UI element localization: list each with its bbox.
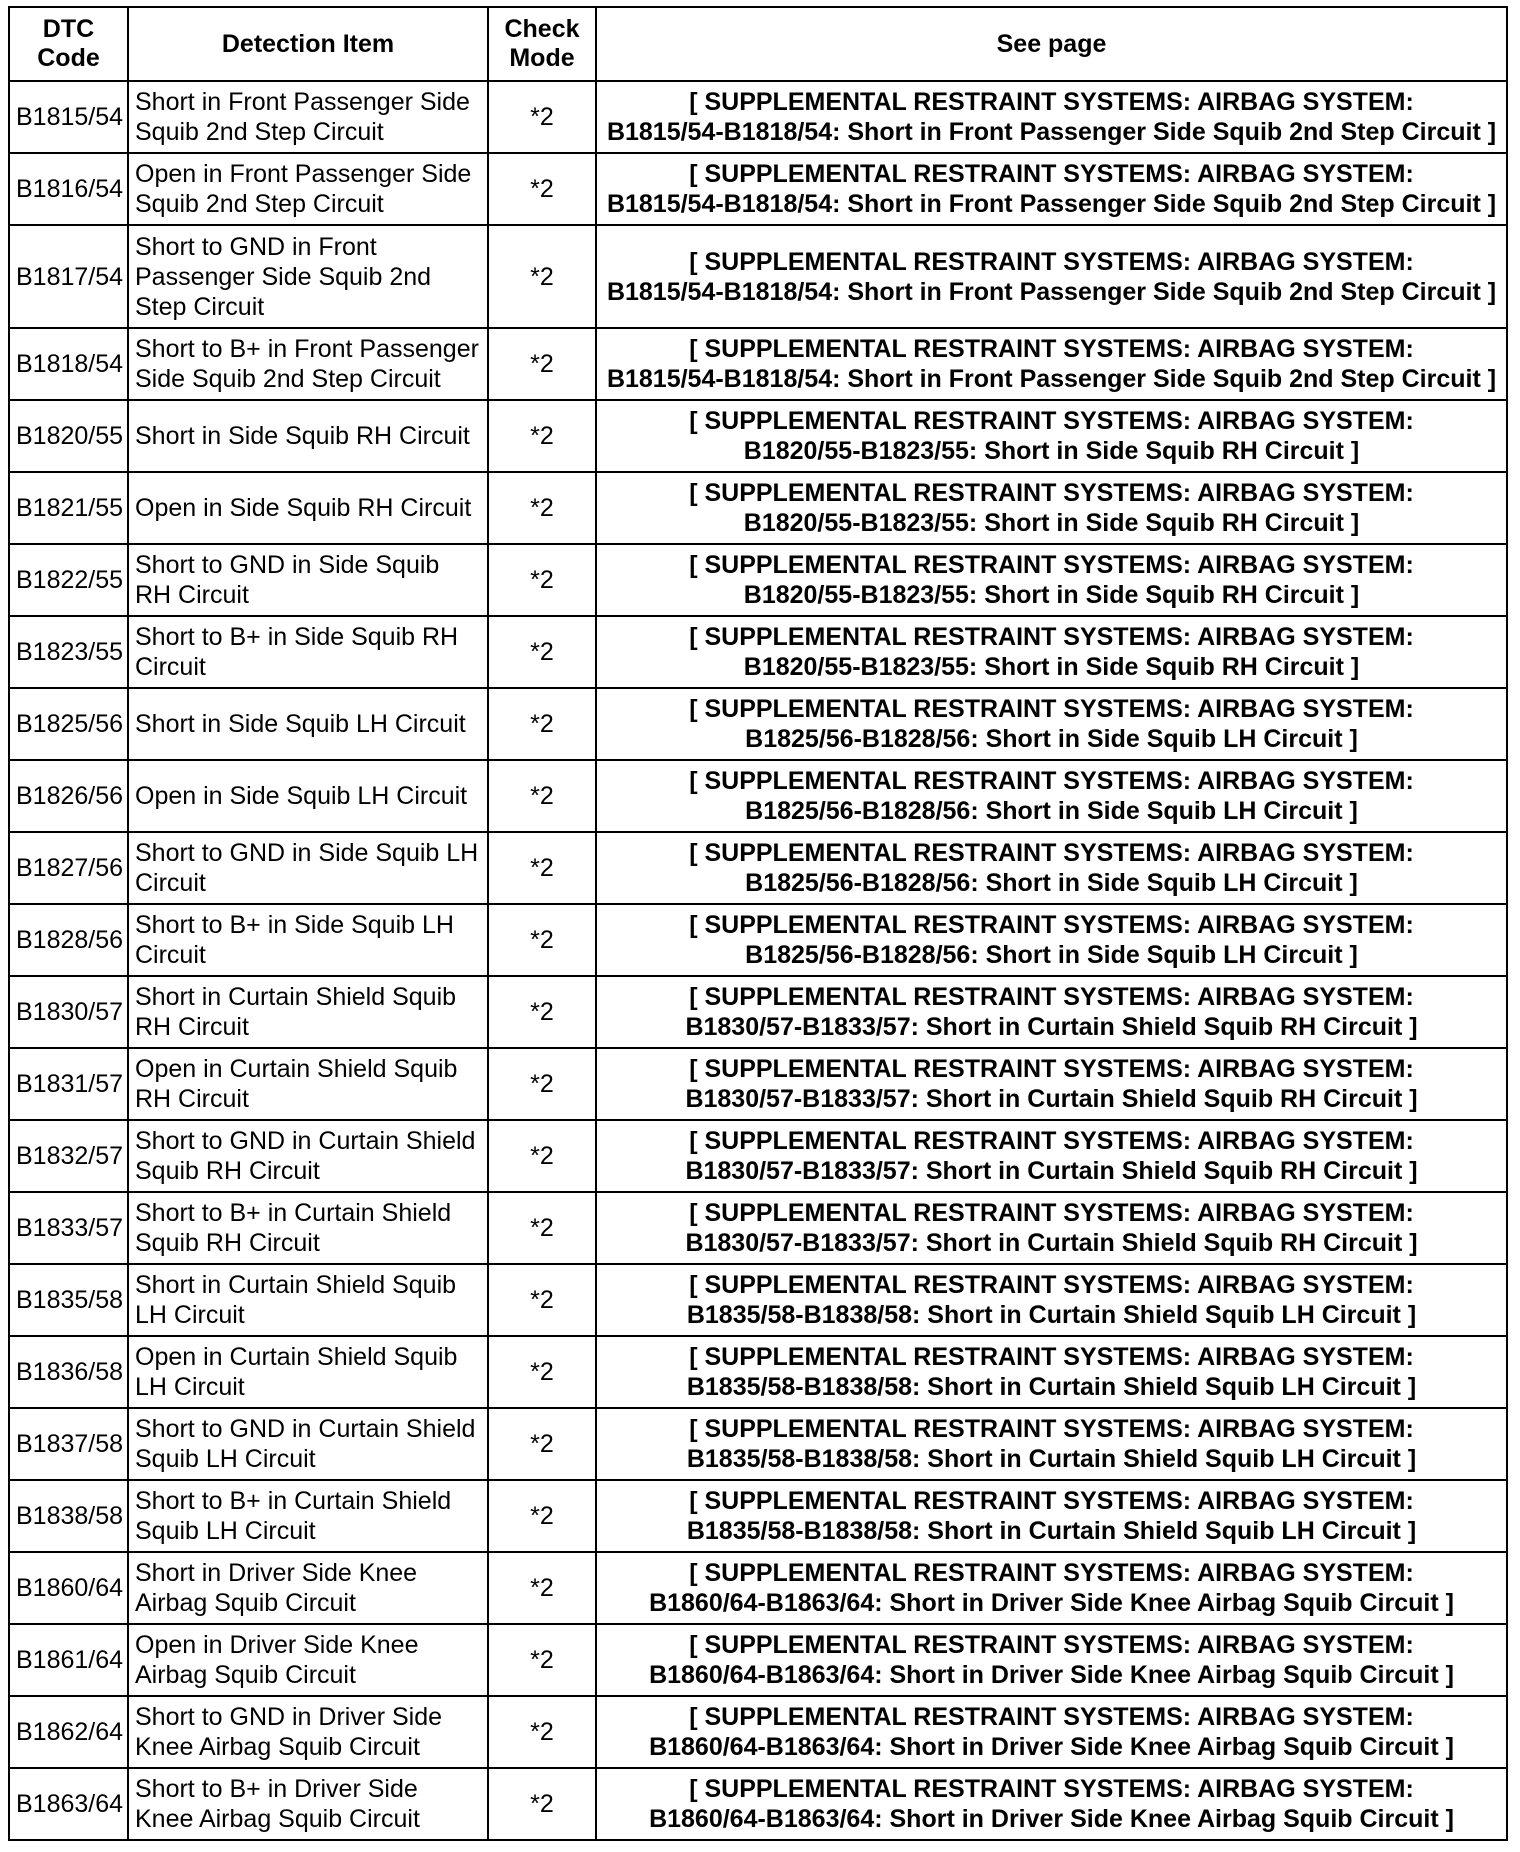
dtc-code: B1832/57 xyxy=(16,1142,124,1170)
header-check-mode: Check Mode xyxy=(488,7,596,81)
check-mode-cell xyxy=(488,153,596,225)
dtc-code-cell xyxy=(9,1336,128,1408)
dtc-code-cell xyxy=(9,760,128,832)
check-mode-cell xyxy=(488,616,596,688)
detection-item: Short to GND in Curtain Shield Squib LH Circuit xyxy=(135,1415,476,1473)
check-mode-cell xyxy=(488,1552,596,1624)
check-mode-cell xyxy=(488,976,596,1048)
detection-item: Short to B+ in Curtain Shield Squib RH Circuit xyxy=(135,1199,452,1257)
dtc-code: B1833/57 xyxy=(16,1214,124,1242)
detection-item: Open in Curtain Shield Squib LH Circuit xyxy=(135,1343,458,1401)
dtc-code: B1863/64 xyxy=(16,1790,124,1818)
see-page-cell xyxy=(596,760,1507,832)
check-mode: *2 xyxy=(530,710,554,738)
table-row xyxy=(9,1192,1507,1264)
see-page-link-line1: [ SUPPLEMENTAL RESTRAINT SYSTEMS: AIRBAG SYSTEM: xyxy=(689,1343,1414,1371)
check-mode-cell xyxy=(488,760,596,832)
detection-item: Short to GND in Driver Side Knee Airbag Squib Circuit xyxy=(135,1703,443,1761)
see-page-link-line2: B1835/58-B1838/58: Short in Curtain Shield Squib LH Circuit ] xyxy=(686,1517,1417,1545)
dtc-code-cell xyxy=(9,544,128,616)
header-row xyxy=(9,7,1507,81)
dtc-code: B1828/56 xyxy=(16,926,124,954)
see-page-cell xyxy=(596,1552,1507,1624)
see-page-link-line2: B1820/55-B1823/55: Short in Side Squib RH Circuit ] xyxy=(743,653,1360,681)
check-mode-cell xyxy=(488,81,596,153)
dtc-code: B1837/58 xyxy=(16,1430,124,1458)
dtc-code-cell xyxy=(9,400,128,472)
table-row xyxy=(9,1480,1507,1552)
check-mode-cell xyxy=(488,904,596,976)
dtc-code: B1817/54 xyxy=(16,262,124,291)
dtc-code-cell xyxy=(9,153,128,225)
detection-item: Open in Driver Side Knee Airbag Squib Circuit xyxy=(135,1631,419,1689)
see-page-cell xyxy=(596,328,1507,400)
detection-item: Short to GND in Side Squib LH Circuit xyxy=(135,839,479,897)
dtc-code-cell xyxy=(9,1552,128,1624)
check-mode: *2 xyxy=(530,422,554,450)
check-mode-cell xyxy=(488,1264,596,1336)
detection-item-cell xyxy=(128,760,488,832)
check-mode-cell xyxy=(488,1408,596,1480)
see-page-link-line2: B1815/54-B1818/54: Short in Front Passenger Side Squib 2nd Step Circuit ] xyxy=(606,277,1497,306)
table-row xyxy=(9,1768,1507,1840)
check-mode: *2 xyxy=(530,998,554,1026)
see-page-link-line1: [ SUPPLEMENTAL RESTRAINT SYSTEMS: AIRBAG SYSTEM: xyxy=(689,1775,1414,1803)
detection-item: Short to GND in Side Squib RH Circuit xyxy=(135,551,440,609)
table-row xyxy=(9,472,1507,544)
table-row xyxy=(9,328,1507,400)
detection-item: Open in Side Squib RH Circuit xyxy=(135,494,472,522)
dtc-code-cell xyxy=(9,472,128,544)
check-mode-cell xyxy=(488,544,596,616)
see-page-link-line2: B1820/55-B1823/55: Short in Side Squib RH Circuit ] xyxy=(743,437,1360,465)
see-page-cell xyxy=(596,1624,1507,1696)
dtc-code-cell xyxy=(9,1624,128,1696)
see-page-link-line2: B1860/64-B1863/64: Short in Driver Side Knee Airbag Squib Circuit ] xyxy=(649,1733,1454,1761)
dtc-code-cell xyxy=(9,616,128,688)
dtc-code: B1815/54 xyxy=(16,103,124,131)
check-mode: *2 xyxy=(530,1790,554,1818)
detection-item-cell xyxy=(128,1408,488,1480)
detection-item: Short to B+ in Driver Side Knee Airbag Squib Circuit xyxy=(135,1775,420,1833)
detection-item: Short in Driver Side Knee Airbag Squib Circuit xyxy=(135,1559,418,1617)
detection-item-cell xyxy=(128,1768,488,1840)
see-page-link-line1: [ SUPPLEMENTAL RESTRAINT SYSTEMS: AIRBAG SYSTEM: xyxy=(689,335,1414,363)
header-detection-item: Detection Item xyxy=(128,7,488,81)
see-page-link-line1: [ SUPPLEMENTAL RESTRAINT SYSTEMS: AIRBAG SYSTEM: xyxy=(689,1127,1414,1155)
dtc-code: B1820/55 xyxy=(16,422,124,450)
see-page-link-line1: [ SUPPLEMENTAL RESTRAINT SYSTEMS: AIRBAG SYSTEM: xyxy=(689,983,1414,1011)
check-mode: *2 xyxy=(530,1646,554,1674)
dtc-code-cell xyxy=(9,1048,128,1120)
see-page-link-line2: B1830/57-B1833/57: Short in Curtain Shield Squib RH Circuit ] xyxy=(685,1013,1418,1041)
see-page-cell xyxy=(596,904,1507,976)
table-row xyxy=(9,688,1507,760)
see-page-cell xyxy=(596,472,1507,544)
detection-item-cell xyxy=(128,1120,488,1192)
detection-item-cell xyxy=(128,1696,488,1768)
dtc-code-cell xyxy=(9,328,128,400)
check-mode: *2 xyxy=(530,1430,554,1458)
see-page-cell xyxy=(596,976,1507,1048)
table-row xyxy=(9,976,1507,1048)
see-page-link-line2: B1860/64-B1863/64: Short in Driver Side Knee Airbag Squib Circuit ] xyxy=(649,1805,1454,1833)
dtc-code: B1826/56 xyxy=(16,782,124,810)
check-mode-cell xyxy=(488,328,596,400)
check-mode: *2 xyxy=(530,1214,554,1242)
dtc-code-cell xyxy=(9,1696,128,1768)
see-page-cell xyxy=(596,153,1507,225)
detection-item: Short to GND in Curtain Shield Squib RH Circuit xyxy=(135,1127,476,1185)
table-row xyxy=(9,1048,1507,1120)
check-mode-cell xyxy=(488,1768,596,1840)
detection-item: Short to B+ in Side Squib RH Circuit xyxy=(135,623,459,681)
check-mode-cell xyxy=(488,225,596,328)
dtc-table xyxy=(8,6,1508,1841)
dtc-code: B1835/58 xyxy=(16,1286,124,1314)
see-page-link-line1: [ SUPPLEMENTAL RESTRAINT SYSTEMS: AIRBAG SYSTEM: xyxy=(689,767,1414,795)
check-mode-cell xyxy=(488,1624,596,1696)
check-mode-cell xyxy=(488,1336,596,1408)
see-page-link-line1: [ SUPPLEMENTAL RESTRAINT SYSTEMS: AIRBAG SYSTEM: xyxy=(689,1631,1414,1659)
check-mode-cell xyxy=(488,400,596,472)
check-mode: *2 xyxy=(530,638,554,666)
see-page-link-line1: [ SUPPLEMENTAL RESTRAINT SYSTEMS: AIRBAG SYSTEM: xyxy=(689,695,1414,723)
see-page-cell xyxy=(596,832,1507,904)
see-page-link-line2: B1830/57-B1833/57: Short in Curtain Shield Squib RH Circuit ] xyxy=(685,1157,1418,1185)
table-row xyxy=(9,1120,1507,1192)
see-page-link-line2: B1835/58-B1838/58: Short in Curtain Shield Squib LH Circuit ] xyxy=(686,1445,1417,1473)
detection-item-cell xyxy=(128,832,488,904)
table-row xyxy=(9,153,1507,225)
check-mode: *2 xyxy=(530,262,554,291)
check-mode-cell xyxy=(488,1048,596,1120)
see-page-link-line2: B1825/56-B1828/56: Short in Side Squib LH Circuit ] xyxy=(745,725,1358,753)
detection-item-cell xyxy=(128,153,488,225)
see-page-cell xyxy=(596,1336,1507,1408)
detection-item-cell xyxy=(128,688,488,760)
detection-item-cell xyxy=(128,1192,488,1264)
table-row xyxy=(9,1696,1507,1768)
detection-item: Open in Curtain Shield Squib RH Circuit xyxy=(135,1055,458,1113)
see-page-link-line1: [ SUPPLEMENTAL RESTRAINT SYSTEMS: AIRBAG SYSTEM: xyxy=(689,1703,1414,1731)
dtc-code-cell xyxy=(9,1120,128,1192)
see-page-link-line2: B1820/55-B1823/55: Short in Side Squib RH Circuit ] xyxy=(743,581,1360,609)
detection-item-cell xyxy=(128,328,488,400)
see-page-link-line1: [ SUPPLEMENTAL RESTRAINT SYSTEMS: AIRBAG SYSTEM: xyxy=(689,479,1414,507)
dtc-code-cell xyxy=(9,225,128,328)
detection-item: Short in Front Passenger Side Squib 2nd Step Circuit xyxy=(135,88,470,146)
see-page-link-line1: [ SUPPLEMENTAL RESTRAINT SYSTEMS: AIRBAG SYSTEM: xyxy=(689,623,1414,651)
table-row xyxy=(9,81,1507,153)
dtc-code: B1830/57 xyxy=(16,998,124,1026)
dtc-code-cell xyxy=(9,1192,128,1264)
dtc-code-cell xyxy=(9,688,128,760)
see-page-cell xyxy=(596,1264,1507,1336)
detection-item-cell xyxy=(128,225,488,328)
dtc-code: B1862/64 xyxy=(16,1718,124,1746)
dtc-code: B1816/54 xyxy=(16,175,124,203)
dtc-code-cell xyxy=(9,1768,128,1840)
see-page-cell xyxy=(596,1192,1507,1264)
see-page-link-line1: [ SUPPLEMENTAL RESTRAINT SYSTEMS: AIRBAG SYSTEM: xyxy=(689,1559,1414,1587)
see-page-link-line1: [ SUPPLEMENTAL RESTRAINT SYSTEMS: AIRBAG SYSTEM: xyxy=(689,1055,1414,1083)
detection-item-cell xyxy=(128,544,488,616)
detection-item: Short to B+ in Front Passenger Side Squib 2nd Step Circuit xyxy=(135,335,479,393)
dtc-code: B1821/55 xyxy=(16,494,124,522)
see-page-cell xyxy=(596,1768,1507,1840)
see-page-link-line2: B1860/64-B1863/64: Short in Driver Side Knee Airbag Squib Circuit ] xyxy=(649,1589,1454,1617)
see-page-link-line2: B1825/56-B1828/56: Short in Side Squib LH Circuit ] xyxy=(745,797,1358,825)
see-page-link-line1: [ SUPPLEMENTAL RESTRAINT SYSTEMS: AIRBAG SYSTEM: xyxy=(689,1487,1414,1515)
see-page-cell xyxy=(596,616,1507,688)
detection-item: Short in Curtain Shield Squib LH Circuit xyxy=(135,1271,457,1329)
check-mode-cell xyxy=(488,1120,596,1192)
dtc-code: B1836/58 xyxy=(16,1358,124,1386)
table-row xyxy=(9,616,1507,688)
dtc-code: B1823/55 xyxy=(16,638,124,666)
detection-item: Short in Side Squib LH Circuit xyxy=(135,710,466,738)
see-page-link-line2: B1830/57-B1833/57: Short in Curtain Shield Squib RH Circuit ] xyxy=(685,1085,1418,1113)
table-row xyxy=(9,225,1507,328)
see-page-link-line2: B1835/58-B1838/58: Short in Curtain Shield Squib LH Circuit ] xyxy=(686,1373,1417,1401)
detection-item-cell xyxy=(128,1552,488,1624)
detection-item: Short to B+ in Side Squib LH Circuit xyxy=(135,911,454,969)
detection-item-cell xyxy=(128,81,488,153)
see-page-link-line2: B1825/56-B1828/56: Short in Side Squib LH Circuit ] xyxy=(745,869,1358,897)
check-mode: *2 xyxy=(530,103,554,131)
see-page-link-line2: B1860/64-B1863/64: Short in Driver Side Knee Airbag Squib Circuit ] xyxy=(649,1661,1454,1689)
detection-item-cell xyxy=(128,1336,488,1408)
detection-item: Short to GND in Front Passenger Side Squib 2nd Step Circuit xyxy=(135,232,432,321)
table-row xyxy=(9,400,1507,472)
see-page-cell xyxy=(596,1408,1507,1480)
see-page-cell xyxy=(596,1696,1507,1768)
check-mode: *2 xyxy=(530,175,554,203)
see-page-link-line1: [ SUPPLEMENTAL RESTRAINT SYSTEMS: AIRBAG SYSTEM: xyxy=(689,247,1414,276)
table-row xyxy=(9,1624,1507,1696)
detection-item-cell xyxy=(128,472,488,544)
header-dtc-code: DTC Code xyxy=(9,7,128,81)
header-see-page: See page xyxy=(596,7,1507,81)
see-page-cell xyxy=(596,225,1507,328)
see-page-link-line1: [ SUPPLEMENTAL RESTRAINT SYSTEMS: AIRBAG SYSTEM: xyxy=(689,160,1414,188)
table-body xyxy=(9,81,1507,1840)
see-page-link-line1: [ SUPPLEMENTAL RESTRAINT SYSTEMS: AIRBAG SYSTEM: xyxy=(689,1199,1414,1227)
see-page-cell xyxy=(596,400,1507,472)
check-mode: *2 xyxy=(530,494,554,522)
check-mode-cell xyxy=(488,688,596,760)
table-row xyxy=(9,904,1507,976)
see-page-link-line1: [ SUPPLEMENTAL RESTRAINT SYSTEMS: AIRBAG SYSTEM: xyxy=(689,1415,1414,1443)
see-page-cell xyxy=(596,688,1507,760)
see-page-link-line2: B1820/55-B1823/55: Short in Side Squib RH Circuit ] xyxy=(743,509,1360,537)
check-mode-cell xyxy=(488,1192,596,1264)
dtc-code: B1860/64 xyxy=(16,1574,124,1602)
check-mode: *2 xyxy=(530,1142,554,1170)
see-page-link-line1: [ SUPPLEMENTAL RESTRAINT SYSTEMS: AIRBAG SYSTEM: xyxy=(689,407,1414,435)
check-mode-cell xyxy=(488,1480,596,1552)
check-mode: *2 xyxy=(530,926,554,954)
dtc-code-cell xyxy=(9,1480,128,1552)
check-mode-cell xyxy=(488,832,596,904)
detection-item-cell xyxy=(128,1048,488,1120)
table-row xyxy=(9,832,1507,904)
dtc-code: B1831/57 xyxy=(16,1070,124,1098)
dtc-code: B1818/54 xyxy=(16,350,124,378)
detection-item-cell xyxy=(128,976,488,1048)
see-page-cell xyxy=(596,81,1507,153)
dtc-code-cell xyxy=(9,1408,128,1480)
detection-item: Open in Side Squib LH Circuit xyxy=(135,782,468,810)
detection-item-cell xyxy=(128,400,488,472)
table-row xyxy=(9,760,1507,832)
table-row xyxy=(9,1336,1507,1408)
check-mode: *2 xyxy=(530,854,554,882)
see-page-link-line2: B1830/57-B1833/57: Short in Curtain Shield Squib RH Circuit ] xyxy=(685,1229,1418,1257)
dtc-code-cell xyxy=(9,976,128,1048)
check-mode: *2 xyxy=(530,1286,554,1314)
check-mode: *2 xyxy=(530,566,554,594)
dtc-code-cell xyxy=(9,81,128,153)
dtc-code: B1825/56 xyxy=(16,710,124,738)
see-page-cell xyxy=(596,1120,1507,1192)
see-page-link-line2: B1815/54-B1818/54: Short in Front Passenger Side Squib 2nd Step Circuit ] xyxy=(606,118,1497,146)
see-page-link-line2: B1835/58-B1838/58: Short in Curtain Shield Squib LH Circuit ] xyxy=(686,1301,1417,1329)
check-mode: *2 xyxy=(530,1718,554,1746)
see-page-link-line1: [ SUPPLEMENTAL RESTRAINT SYSTEMS: AIRBAG SYSTEM: xyxy=(689,551,1414,579)
check-mode: *2 xyxy=(530,350,554,378)
see-page-link-line2: B1815/54-B1818/54: Short in Front Passenger Side Squib 2nd Step Circuit ] xyxy=(606,365,1497,393)
detection-item: Open in Front Passenger Side Squib 2nd Step Circuit xyxy=(135,160,472,218)
detection-item-cell xyxy=(128,1624,488,1696)
table-row xyxy=(9,1408,1507,1480)
see-page-cell xyxy=(596,1480,1507,1552)
check-mode: *2 xyxy=(530,1358,554,1386)
see-page-cell xyxy=(596,1048,1507,1120)
dtc-code: B1861/64 xyxy=(16,1646,124,1674)
see-page-link-line1: [ SUPPLEMENTAL RESTRAINT SYSTEMS: AIRBAG SYSTEM: xyxy=(689,88,1414,116)
check-mode: *2 xyxy=(530,1574,554,1602)
dtc-code-cell xyxy=(9,1264,128,1336)
dtc-code: B1827/56 xyxy=(16,854,124,882)
check-mode-cell xyxy=(488,1696,596,1768)
check-mode: *2 xyxy=(530,782,554,810)
detection-item-cell xyxy=(128,1264,488,1336)
see-page-link-line2: B1825/56-B1828/56: Short in Side Squib LH Circuit ] xyxy=(745,941,1358,969)
check-mode: *2 xyxy=(530,1070,554,1098)
check-mode-cell xyxy=(488,472,596,544)
see-page-link-line1: [ SUPPLEMENTAL RESTRAINT SYSTEMS: AIRBAG SYSTEM: xyxy=(689,911,1414,939)
dtc-code: B1822/55 xyxy=(16,566,124,594)
see-page-link-line1: [ SUPPLEMENTAL RESTRAINT SYSTEMS: AIRBAG SYSTEM: xyxy=(689,839,1414,867)
detection-item-cell xyxy=(128,616,488,688)
detection-item: Short in Curtain Shield Squib RH Circuit xyxy=(135,983,457,1041)
detection-item: Short to B+ in Curtain Shield Squib LH Circuit xyxy=(135,1487,452,1545)
table-row xyxy=(9,544,1507,616)
table-row xyxy=(9,1552,1507,1624)
detection-item-cell xyxy=(128,1480,488,1552)
see-page-link-line2: B1815/54-B1818/54: Short in Front Passenger Side Squib 2nd Step Circuit ] xyxy=(606,190,1497,218)
detection-item: Short in Side Squib RH Circuit xyxy=(135,422,470,450)
dtc-code: B1838/58 xyxy=(16,1502,124,1530)
detection-item-cell xyxy=(128,904,488,976)
dtc-code-cell xyxy=(9,904,128,976)
dtc-code-cell xyxy=(9,832,128,904)
see-page-cell xyxy=(596,544,1507,616)
check-mode: *2 xyxy=(530,1502,554,1530)
table-row xyxy=(9,1264,1507,1336)
see-page-link-line1: [ SUPPLEMENTAL RESTRAINT SYSTEMS: AIRBAG SYSTEM: xyxy=(689,1271,1414,1299)
